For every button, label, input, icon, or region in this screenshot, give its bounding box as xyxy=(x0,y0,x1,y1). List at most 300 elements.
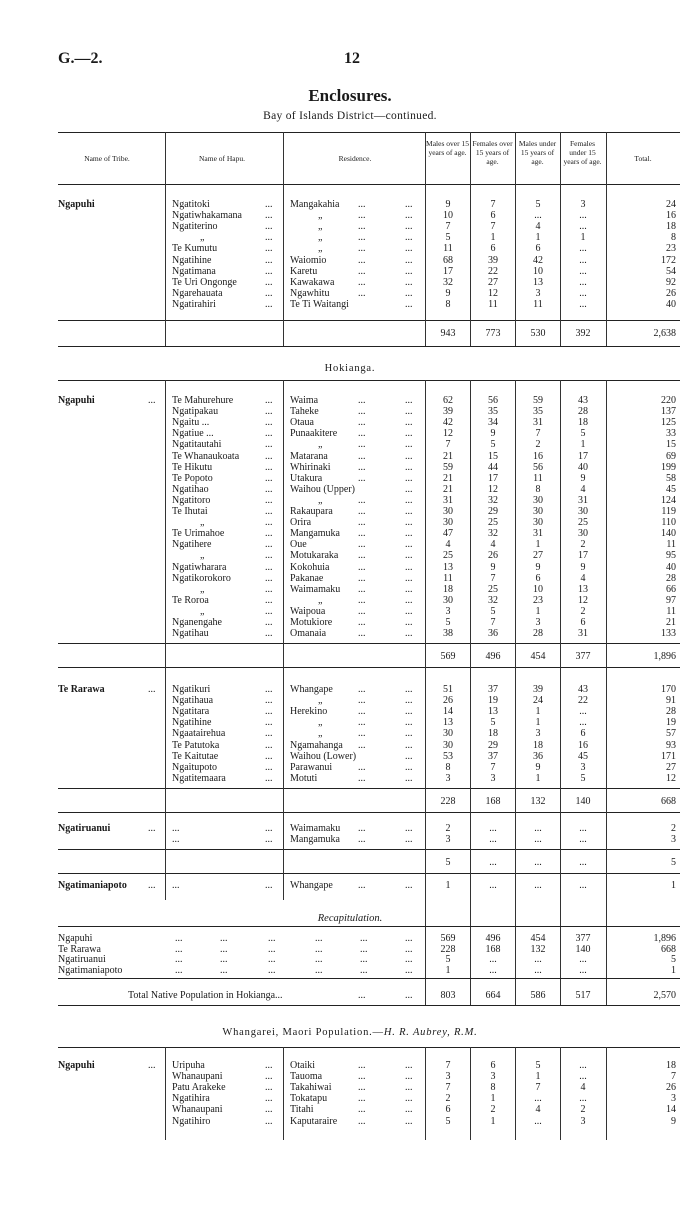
leader-dots: ... xyxy=(265,450,273,462)
cell-value: ... xyxy=(579,717,587,729)
cell-value: 30 xyxy=(443,728,453,740)
residence-name: Otaua xyxy=(290,417,314,429)
leader-dots: ... xyxy=(405,428,413,440)
leader-dots: ... xyxy=(265,395,273,406)
hapu-name: Ngatikorokoro xyxy=(172,572,231,584)
leader-dots: ... xyxy=(405,594,413,606)
cell-value: 3 xyxy=(580,761,586,773)
leader-dots: ... xyxy=(405,395,413,406)
cell-value: 1 xyxy=(580,439,586,451)
residence-name: Te Ti Waitangi xyxy=(290,298,349,310)
cell-value: 18 xyxy=(488,728,498,740)
cell-value: 7 xyxy=(490,199,496,210)
cell-value: 7 xyxy=(445,439,451,451)
table-top-rule xyxy=(58,132,680,133)
recap-value: 569 xyxy=(440,933,456,944)
leader-dots: ... xyxy=(315,954,323,965)
cell-value: 12 xyxy=(443,428,453,440)
leader-dots: ... xyxy=(358,276,366,288)
cell-value: 24 xyxy=(533,695,543,707)
residence-name: Whangape xyxy=(290,684,333,695)
recap-tribe: Ngatiruanui xyxy=(58,954,106,965)
cell-value: 7 xyxy=(490,221,496,233)
hapu-name: Ngaatairehua xyxy=(172,728,226,740)
cell-value: 35 xyxy=(533,406,543,418)
cell-value: 18 xyxy=(578,417,588,429)
cell-value: 3 xyxy=(535,728,541,740)
recap-total: 1,896 xyxy=(653,933,676,944)
cell-value: 18 xyxy=(533,739,543,751)
cell-total: 12 xyxy=(666,772,676,784)
leader-dots: ... xyxy=(405,199,413,210)
hapu-name: ... xyxy=(172,823,180,834)
cell-value: 13 xyxy=(488,706,498,718)
subtotal-value: ... xyxy=(579,857,587,869)
subtotal-value: 377 xyxy=(575,651,591,663)
residence-name: „ xyxy=(318,728,323,740)
leader-dots: ... xyxy=(358,605,366,617)
cell-value: 1 xyxy=(490,1093,496,1105)
cell-value: ... xyxy=(579,254,587,266)
residence-name: Mangamuka xyxy=(290,834,340,846)
cell-value: 3 xyxy=(535,287,541,299)
cell-value: 30 xyxy=(443,517,453,529)
cell-value: ... xyxy=(489,834,497,846)
column-rule xyxy=(283,132,284,184)
hapu-name: „ xyxy=(200,517,205,529)
leader-dots: ... xyxy=(358,550,366,562)
cell-value: 6 xyxy=(535,572,541,584)
cell-value: 30 xyxy=(443,594,453,606)
section-top-rule xyxy=(58,380,680,381)
leader-dots: ... xyxy=(405,1060,413,1071)
cell-total: 140 xyxy=(661,528,676,540)
cell-value: 2 xyxy=(580,539,586,551)
cell-value: 35 xyxy=(488,406,498,418)
subtotal-rule xyxy=(58,849,680,850)
recap-value: 5 xyxy=(445,954,451,965)
leader-dots: ... xyxy=(265,265,273,277)
cell-value: ... xyxy=(579,210,587,222)
cell-value: 1 xyxy=(445,880,451,891)
leader-dots: ... xyxy=(148,395,156,406)
cell-value: 1 xyxy=(580,232,586,244)
cell-value: ... xyxy=(489,880,497,891)
recap-tribe: Ngatimaniapoto xyxy=(58,964,123,976)
hapu-name: „ xyxy=(200,550,205,562)
leader-dots: ... xyxy=(265,517,273,529)
leader-dots: ... xyxy=(175,933,183,944)
subtotal-rule xyxy=(58,812,680,813)
column-rule xyxy=(606,132,607,184)
column-rule xyxy=(165,380,166,900)
cell-value: 16 xyxy=(533,450,543,462)
cell-total: 18 xyxy=(666,221,676,233)
cell-total: 27 xyxy=(666,761,676,773)
cell-value: 32 xyxy=(443,276,453,288)
recap-tribe: Ngapuhi xyxy=(58,933,93,944)
residence-name: Kokohuia xyxy=(290,561,330,573)
cell-value: 51 xyxy=(443,684,453,695)
leader-dots: ... xyxy=(265,834,273,846)
leader-dots: ... xyxy=(358,528,366,540)
cell-value: 62 xyxy=(443,395,453,406)
hapu-name: Ngatihau xyxy=(172,628,209,640)
cell-value: 1 xyxy=(490,1115,496,1127)
leader-dots: ... xyxy=(148,1060,156,1071)
column-rule xyxy=(165,1047,166,1140)
cell-value: 36 xyxy=(488,628,498,640)
cell-value: 3 xyxy=(445,1071,451,1083)
leader-dots: ... xyxy=(358,472,366,484)
leader-dots: ... xyxy=(220,964,228,976)
leader-dots: ... xyxy=(358,461,366,473)
leader-dots: ... xyxy=(358,594,366,606)
cell-value: 5 xyxy=(445,232,451,244)
cell-value: 2 xyxy=(445,823,451,834)
cell-total: 9 xyxy=(671,1115,676,1127)
cell-value: 28 xyxy=(533,628,543,640)
cell-value: 9 xyxy=(580,561,586,573)
cell-value: 1 xyxy=(535,539,541,551)
column-rule xyxy=(425,132,426,184)
hapu-name: Te Kumutu xyxy=(172,243,218,255)
column-rule xyxy=(515,184,516,346)
leader-dots: ... xyxy=(175,964,183,976)
leader-dots: ... xyxy=(220,933,228,944)
leader-dots: ... xyxy=(358,221,366,233)
leader-dots: ... xyxy=(358,572,366,584)
recap-total: 668 xyxy=(661,943,676,955)
subtotal-value: 530 xyxy=(530,328,546,339)
cell-value: 4 xyxy=(535,221,541,233)
cell-total: 7 xyxy=(671,1071,676,1083)
leader-dots: ... xyxy=(358,617,366,628)
cell-value: 1 xyxy=(535,706,541,718)
hapu-name: Ngatitara xyxy=(172,706,210,718)
hapu-name: Te Roroa xyxy=(172,594,209,606)
leader-dots: ... xyxy=(358,1071,366,1083)
cell-total: 54 xyxy=(666,265,676,277)
column-rule xyxy=(560,1047,561,1140)
recap-bottom-rule xyxy=(58,1005,680,1006)
cell-value: 39 xyxy=(488,254,498,266)
cell-value: 11 xyxy=(443,572,453,584)
residence-name: Orira xyxy=(290,517,312,529)
cell-total: 19 xyxy=(666,717,676,729)
hapu-name: Te Uri Ongonge xyxy=(172,276,237,288)
hapu-name: Ngatitoro xyxy=(172,494,211,506)
recap-value: 168 xyxy=(485,943,501,955)
cell-value: 59 xyxy=(443,461,453,473)
residence-name: Takahiwai xyxy=(290,1082,332,1094)
leader-dots: ... xyxy=(405,954,413,965)
recap-total-label: Total Native Population in Hokianga... xyxy=(128,990,283,1001)
leader-dots: ... xyxy=(405,684,413,695)
cell-value: ... xyxy=(534,834,542,846)
cell-total: 170 xyxy=(661,684,676,695)
leader-dots: ... xyxy=(358,1093,366,1105)
cell-value: 13 xyxy=(533,276,543,288)
hapu-name: Te Ihutai xyxy=(172,506,208,517)
cell-value: 2 xyxy=(580,605,586,617)
residence-name: „ xyxy=(318,594,323,606)
leader-dots: ... xyxy=(265,739,273,751)
residence-name: Pakanae xyxy=(290,572,324,584)
subtotal-total: 5 xyxy=(671,857,676,869)
leader-dots: ... xyxy=(265,287,273,299)
leader-dots: ... xyxy=(405,706,413,718)
cell-value: 30 xyxy=(578,506,588,517)
column-rule xyxy=(515,380,516,1005)
cell-value: 4 xyxy=(580,483,586,495)
leader-dots: ... xyxy=(265,254,273,266)
recap-total: 1 xyxy=(671,964,676,976)
leader-dots: ... xyxy=(405,964,413,976)
cell-value: 5 xyxy=(580,428,586,440)
subtotal-value: 773 xyxy=(485,328,501,339)
recap-value: 377 xyxy=(575,933,591,944)
leader-dots: ... xyxy=(358,834,366,846)
recap-rule xyxy=(58,926,680,927)
section-rule xyxy=(58,346,680,347)
hapu-name: Ngatiue ... xyxy=(172,428,214,440)
cell-value: ... xyxy=(579,276,587,288)
residence-name: Waimamaku xyxy=(290,583,341,595)
residence-name: Ngamahanga xyxy=(290,739,343,751)
cell-value: 1 xyxy=(535,717,541,729)
cell-value: 45 xyxy=(578,750,588,762)
cell-total: 45 xyxy=(666,483,676,495)
recap-value: ... xyxy=(579,964,587,976)
col-residence: Residence. xyxy=(338,154,372,163)
column-rule xyxy=(283,184,284,346)
hapu-name: Uripuha xyxy=(172,1060,205,1071)
leader-dots: ... xyxy=(358,439,366,451)
leader-dots: ... xyxy=(360,964,368,976)
cell-value: ... xyxy=(579,221,587,233)
page-code: G.—2. xyxy=(58,50,103,67)
col-hapu: Name of Hapu. xyxy=(198,154,246,163)
leader-dots: ... xyxy=(405,210,413,222)
cell-value: 29 xyxy=(488,739,498,751)
residence-name: Kawakawa xyxy=(290,276,335,288)
cell-value: 2 xyxy=(445,1093,451,1105)
cell-value: 5 xyxy=(535,199,541,210)
leader-dots: ... xyxy=(265,717,273,729)
tribe-name: Ngapuhi xyxy=(58,395,95,406)
header-rule xyxy=(58,184,680,185)
hapu-name: Patu Arakeke xyxy=(172,1082,226,1094)
cell-value: 25 xyxy=(488,583,498,595)
cell-value: 21 xyxy=(443,450,453,462)
hapu-name: Ngatihere xyxy=(172,539,212,551)
hapu-name: Whanaupani xyxy=(172,1071,223,1083)
cell-value: 9 xyxy=(535,561,541,573)
cell-total: 40 xyxy=(666,298,676,310)
cell-total: 11 xyxy=(666,539,676,551)
recap-value: 1 xyxy=(445,964,451,976)
subtotal-value: 943 xyxy=(440,328,456,339)
leader-dots: ... xyxy=(148,880,156,891)
leader-dots: ... xyxy=(358,990,366,1001)
cell-value: ... xyxy=(534,210,542,222)
leader-dots: ... xyxy=(265,199,273,210)
cell-total: 21 xyxy=(666,617,676,628)
hapu-name: Ngatihine xyxy=(172,254,212,266)
cell-value: ... xyxy=(534,823,542,834)
leader-dots: ... xyxy=(148,684,156,695)
leader-dots: ... xyxy=(265,772,273,784)
recap-title: Recapitulation. xyxy=(317,913,383,924)
cell-total: 8 xyxy=(671,232,676,244)
leader-dots: ... xyxy=(265,210,273,222)
residence-name: Kaputaraire xyxy=(290,1115,338,1127)
hapu-name: Ngatitautahi xyxy=(172,439,222,451)
hapu-name: Ngatihaua xyxy=(172,695,214,707)
cell-value: 34 xyxy=(488,417,498,429)
leader-dots: ... xyxy=(405,506,413,517)
leader-dots: ... xyxy=(265,750,273,762)
leader-dots: ... xyxy=(405,1104,413,1116)
residence-name: Waihou (Upper) xyxy=(290,483,356,495)
residence-name: „ xyxy=(318,243,323,255)
cell-value: 31 xyxy=(533,528,543,540)
cell-total: 171 xyxy=(661,750,676,762)
leader-dots: ... xyxy=(405,243,413,255)
cell-total: 57 xyxy=(666,728,676,740)
cell-value: ... xyxy=(534,1093,542,1105)
leader-dots: ... xyxy=(405,494,413,506)
leader-dots: ... xyxy=(148,823,156,834)
leader-dots: ... xyxy=(405,472,413,484)
recap-value: 496 xyxy=(485,933,501,944)
leader-dots: ... xyxy=(405,254,413,266)
cell-total: 220 xyxy=(661,395,676,406)
hapu-name: Ngatipakau xyxy=(172,406,219,418)
leader-dots: ... xyxy=(405,221,413,233)
leader-dots: ... xyxy=(405,990,413,1001)
cell-value: 7 xyxy=(490,617,496,628)
hapu-name: Te Patutoka xyxy=(172,739,220,751)
cell-value: 21 xyxy=(443,472,453,484)
cell-value: ... xyxy=(489,823,497,834)
residence-name: Whangape xyxy=(290,880,333,891)
tribe-name: Ngatimaniapoto xyxy=(58,880,127,891)
cell-value: 14 xyxy=(443,706,453,718)
residence-name: Rakaupara xyxy=(290,506,333,517)
leader-dots: ... xyxy=(405,406,413,418)
leader-dots: ... xyxy=(265,594,273,606)
cell-value: 7 xyxy=(490,761,496,773)
leader-dots: ... xyxy=(358,428,366,440)
hapu-name: Ngatiterino xyxy=(172,221,218,233)
column-rule xyxy=(425,380,426,1005)
hapu-name: Ngatihira xyxy=(172,1093,210,1105)
column-rule xyxy=(470,380,471,1005)
subtotal-value: 392 xyxy=(575,328,591,339)
cell-value: 6 xyxy=(445,1104,451,1116)
cell-value: 10 xyxy=(443,210,453,222)
leader-dots: ... xyxy=(405,823,413,834)
hapu-name: Te Hikutu xyxy=(172,461,213,473)
cell-value: 5 xyxy=(580,772,586,784)
cell-total: 26 xyxy=(666,1082,676,1094)
residence-name: Tokatapu xyxy=(290,1093,328,1105)
column-rule xyxy=(606,184,607,346)
cell-value: ... xyxy=(579,834,587,846)
cell-value: 4 xyxy=(445,539,451,551)
leader-dots: ... xyxy=(265,572,273,584)
grand-total: 2,570 xyxy=(653,990,676,1001)
leader-dots: ... xyxy=(265,298,273,310)
cell-value: 2 xyxy=(535,439,541,451)
hapu-name: Te Kaitutae xyxy=(172,750,219,762)
leader-dots: ... xyxy=(265,761,273,773)
cell-value: 3 xyxy=(445,605,451,617)
leader-dots: ... xyxy=(265,728,273,740)
column-rule xyxy=(515,1047,516,1140)
cell-total: 66 xyxy=(666,583,676,595)
cell-value: ... xyxy=(579,706,587,718)
leader-dots: ... xyxy=(265,461,273,473)
cell-value: ... xyxy=(534,880,542,891)
cell-value: 19 xyxy=(488,695,498,707)
cell-value: 12 xyxy=(488,483,498,495)
leader-dots: ... xyxy=(265,232,273,244)
column-rule xyxy=(165,132,166,184)
leader-dots: ... xyxy=(265,1104,273,1116)
recap-value: ... xyxy=(489,964,497,976)
leader-dots: ... xyxy=(358,199,366,210)
leader-dots: ... xyxy=(265,276,273,288)
residence-name: Parawanui xyxy=(290,761,333,773)
residence-name: Waimamaku xyxy=(290,823,341,834)
cell-total: 33 xyxy=(666,428,676,440)
leader-dots: ... xyxy=(265,1082,273,1094)
hapu-name: Whanaupani xyxy=(172,1104,223,1116)
leader-dots: ... xyxy=(265,1093,273,1105)
leader-dots: ... xyxy=(405,483,413,495)
residence-name: „ xyxy=(318,439,323,451)
residence-name: Titahi xyxy=(290,1104,314,1116)
leader-dots: ... xyxy=(358,561,366,573)
subtotal-value: 454 xyxy=(530,651,546,663)
cell-value: ... xyxy=(579,1071,587,1083)
leader-dots: ... xyxy=(265,428,273,440)
leader-dots: ... xyxy=(405,933,413,944)
cell-value: 17 xyxy=(443,265,453,277)
residence-name: Tauoma xyxy=(290,1071,323,1083)
cell-value: 6 xyxy=(490,210,496,222)
leader-dots: ... xyxy=(405,943,413,955)
leader-dots: ... xyxy=(358,287,366,299)
cell-value: 3 xyxy=(445,834,451,846)
leader-dots: ... xyxy=(358,684,366,695)
residence-name: „ xyxy=(318,695,323,707)
grand-value: 517 xyxy=(575,990,591,1001)
recap-value: ... xyxy=(489,954,497,965)
cell-value: 6 xyxy=(580,617,586,628)
cell-value: 32 xyxy=(488,594,498,606)
cell-total: 3 xyxy=(671,1093,676,1105)
cell-value: 13 xyxy=(578,583,588,595)
leader-dots: ... xyxy=(405,232,413,244)
leader-dots: ... xyxy=(360,933,368,944)
whangarei-title xyxy=(0,1027,700,1038)
column-rule xyxy=(606,380,607,1005)
hapu-name: Ngatitemaara xyxy=(172,772,226,784)
